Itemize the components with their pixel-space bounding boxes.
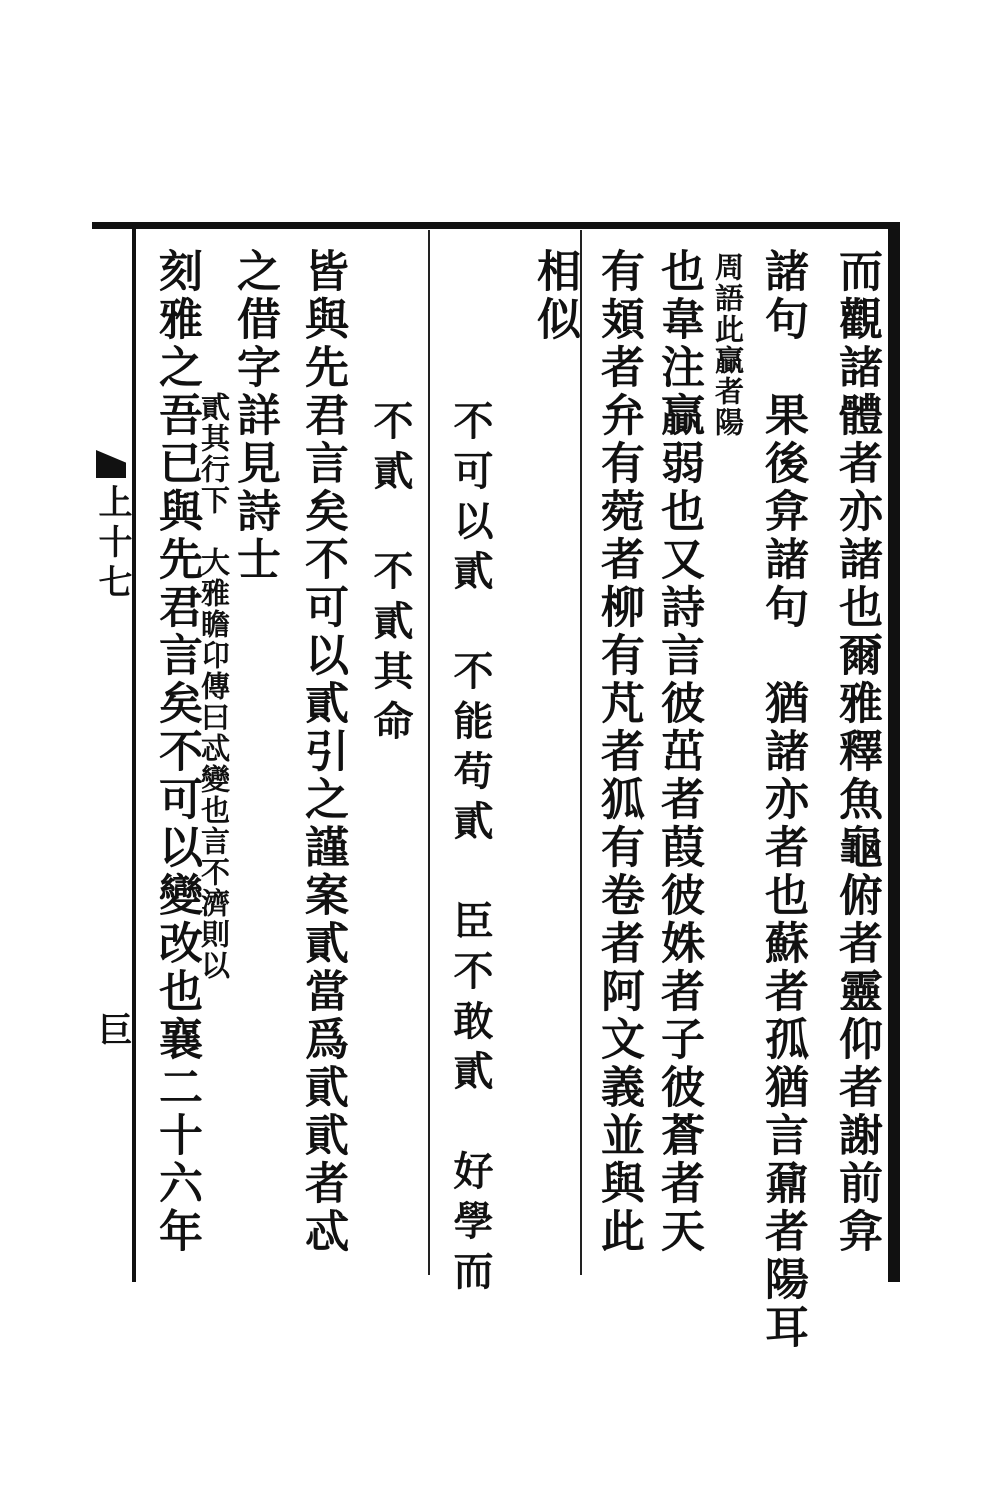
text-column-12: 刻雅之吾已與先君言矣不可以變改也襄二十六年 <box>151 248 202 1256</box>
page-margin <box>92 222 130 1282</box>
column-divider <box>580 230 582 1275</box>
margin-label: 上十七 <box>92 484 132 604</box>
text-column-6: 相似 <box>529 248 580 344</box>
text-column-3: 周語此贏者陽 <box>711 252 745 438</box>
text-column-10: 之借字詳見詩士 <box>229 248 280 584</box>
fish-tail-mark <box>96 450 126 478</box>
margin-bottom-char: 巨 <box>92 1012 132 1046</box>
text-column-9: 皆與先君言矣不可以貳引之謹案貳當爲貮貮者忒 <box>297 248 348 1256</box>
text-column-4: 也韋注贏弱也又詩言彼茁者葭彼姝者子彼蒼者天 <box>653 248 704 1256</box>
text-column-8: 不貳 不貳其命 <box>367 400 414 750</box>
text-column-1: 而觀諸體者亦諸也爾雅釋魚龜俯者靈仰者謝前弇 <box>831 248 882 1256</box>
page-frame <box>92 222 900 1352</box>
text-column-2: 諸句 果後弇諸句 猶諸亦者也蘇者孤猶言鼐者陽耳 <box>757 248 808 1352</box>
text-column-7: 不可以貳 不能苟貳 臣不敢貳 好學而 <box>447 400 494 1300</box>
text-column-5: 有頍者弁有菀者柳有芃者狐有卷者阿文義並與此 <box>593 248 644 1256</box>
right-border-rule <box>888 222 900 1282</box>
column-divider <box>428 230 430 1275</box>
left-border-rule <box>132 222 136 1282</box>
text-column-11: 貳其行下 大雅瞻卬傳曰忒變也言不濟則以 <box>197 392 231 981</box>
top-border-rule <box>92 222 900 229</box>
